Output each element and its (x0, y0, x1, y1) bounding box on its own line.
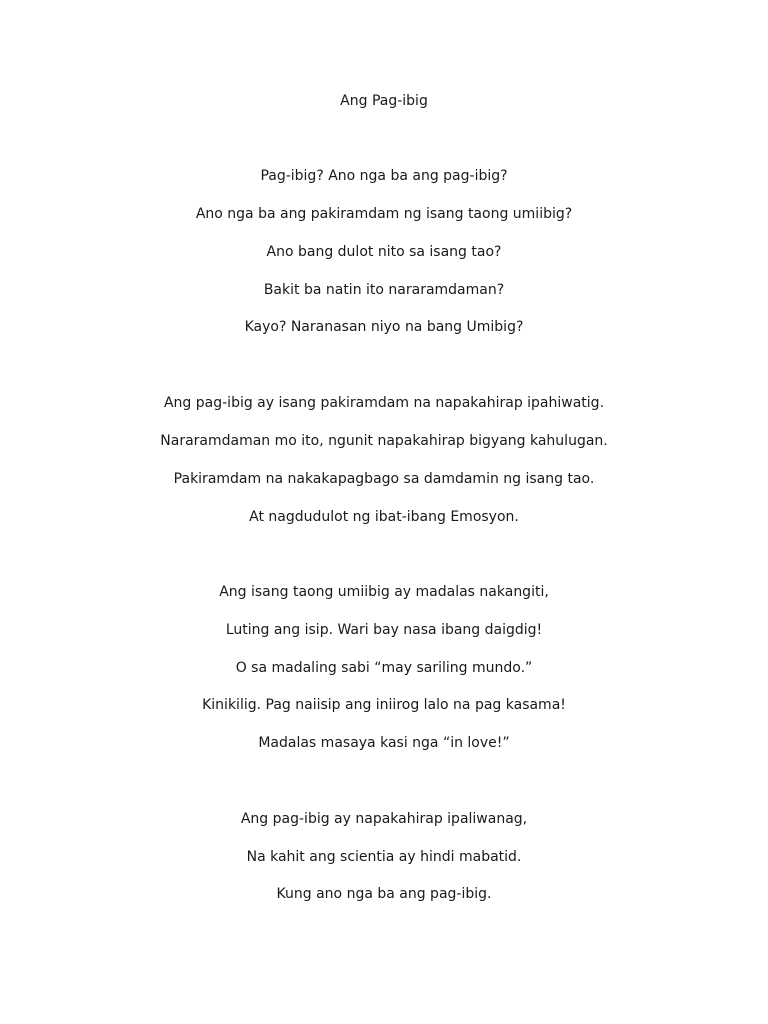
poem-line: Bakit ba natin ito nararamdaman? (263, 282, 505, 298)
poem-line: Ang pag-ibig ay isang pakiramdam na napakahirap ipahiwatig. (163, 395, 605, 411)
poem-line: Kung ano nga ba ang pag-ibig. (276, 886, 492, 902)
poem-line: Kinikilig. Pag naiisip ang iniirog lalo na pag kasama! (202, 697, 566, 713)
poem-line: At nagdudulot ng ibat-ibang Emosyon. (249, 509, 519, 525)
poem-line: Ano nga ba ang pakiramdam ng isang taong umiibig? (195, 206, 573, 222)
poem-line: O sa madaling sabi “may sariling mundo.” (235, 660, 533, 676)
poem-line: Pag-ibig? Ano nga ba ang pag-ibig? (260, 168, 508, 184)
poem-line: Madalas masaya kasi nga “in love!” (258, 735, 510, 751)
poem-title: Ang Pag-ibig (340, 93, 428, 109)
poem-line: Luting ang isip. Wari bay nasa ibang daigdig! (225, 622, 543, 638)
poem-line: Ano bang dulot nito sa isang tao? (266, 244, 502, 260)
poem-line: Kayo? Naranasan niyo na bang Umibig? (244, 319, 524, 335)
poem-line: Ang isang taong umiibig ay madalas nakangiti, (219, 584, 549, 600)
poem-line: Nararamdaman mo ito, ngunit napakahirap bigyang kahulugan. (160, 433, 608, 449)
poem-line: Pakiramdam na nakakapagbago sa damdamin ng isang tao. (173, 471, 595, 487)
poem-line: Na kahit ang scientia ay hindi mabatid. (246, 849, 522, 865)
poem-line: Ang pag-ibig ay napakahirap ipaliwanag, (240, 811, 528, 827)
